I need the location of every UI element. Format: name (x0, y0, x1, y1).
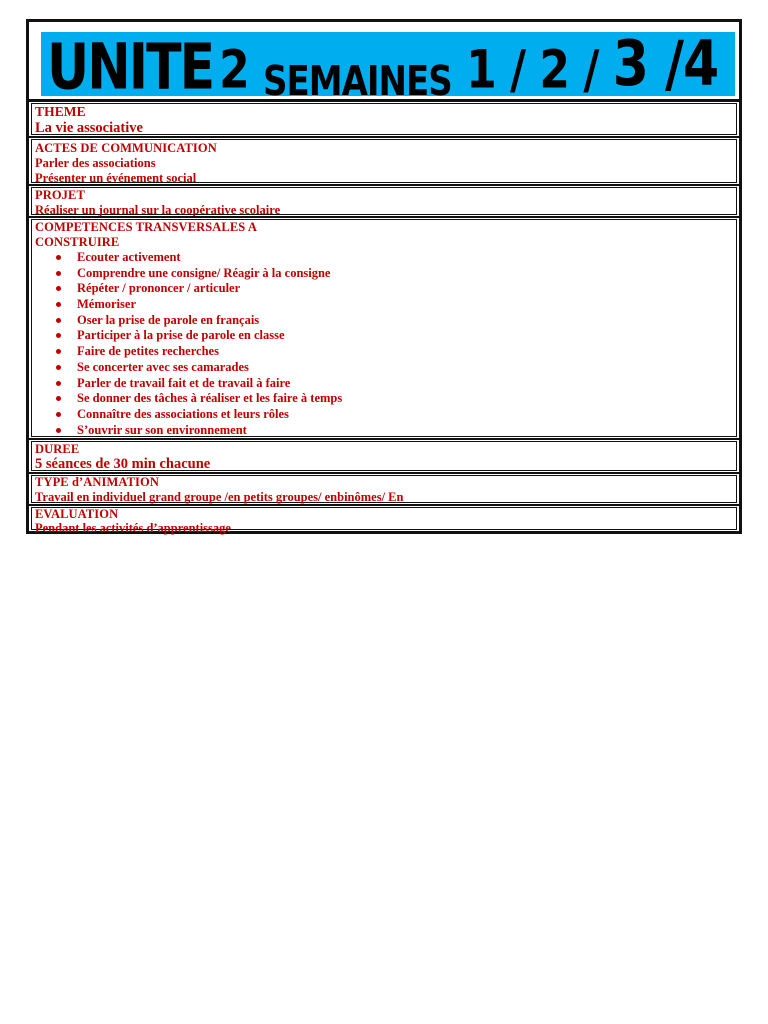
bullet-icon (56, 318, 61, 323)
bullet-icon (56, 365, 61, 370)
animation-label: TYPE d’ANIMATION (35, 475, 159, 489)
projet-label: PROJET (35, 188, 85, 202)
bullet-icon (56, 255, 61, 260)
evaluation-row (29, 504, 739, 535)
unit-title (47, 32, 719, 96)
unit-sheet (26, 19, 742, 534)
title-unite: UNITE (47, 32, 214, 96)
duree-value: 5 séances de 30 min chacune (35, 456, 211, 472)
actes-line-1: Parler des associations (35, 156, 156, 170)
projet-value: Réaliser un journal sur la coopérative scolaire (35, 203, 281, 217)
title-banner (41, 32, 735, 96)
actes-label: ACTES DE COMMUNICATION (35, 141, 217, 155)
title-semaines: SEMAINES (263, 57, 452, 96)
projet-row (29, 184, 739, 216)
evaluation-value: Pendant les activités d’apprentissage (35, 521, 231, 535)
theme-row (29, 100, 739, 136)
actes-line-2: Présenter un événement social (35, 171, 197, 185)
title-weeks-b: 3 /4 (612, 32, 719, 96)
animation-value: Travail en individuel grand groupe /en petits groupes/ enbinômes/ En (35, 490, 404, 504)
competences-label-1: COMPETENCES TRANSVERSALES A (35, 220, 257, 234)
header-row (29, 22, 739, 99)
duree-row (29, 438, 739, 472)
actes-row (29, 136, 739, 184)
animation-row (29, 472, 739, 504)
competences-row: COMPETENCES TRANSVERSALES A CONSTRUIRE Ecouter activement Comprendre une consigne/ Réagir à la consigne Répéter / prononcer / articuler Mémoriser Oser la prise de parole en français Participer à la prise de parole en classe Faire de petites recherches Se concerter avec ses camarades Parler de travail fait et de travail à faire Se donner des tâches à réaliser et les faire à temps Connaître des associations et leurs rôles S’ouvrir sur son environnement (29, 216, 739, 438)
evaluation-label: EVALUATION (35, 507, 119, 521)
title-weeks-a: 1 / 2 / (466, 39, 613, 96)
bullet-icon (56, 412, 61, 417)
duree-label: DUREE (35, 442, 80, 456)
competences-label-2: CONSTRUIRE (35, 235, 120, 249)
theme-label: THEME (35, 104, 86, 119)
title-unit-number: 2 (219, 39, 249, 96)
bullet-icon (56, 271, 61, 276)
bullet-icon (56, 381, 61, 386)
bullet-icon (56, 428, 61, 433)
theme-value: La vie associative (35, 120, 143, 136)
